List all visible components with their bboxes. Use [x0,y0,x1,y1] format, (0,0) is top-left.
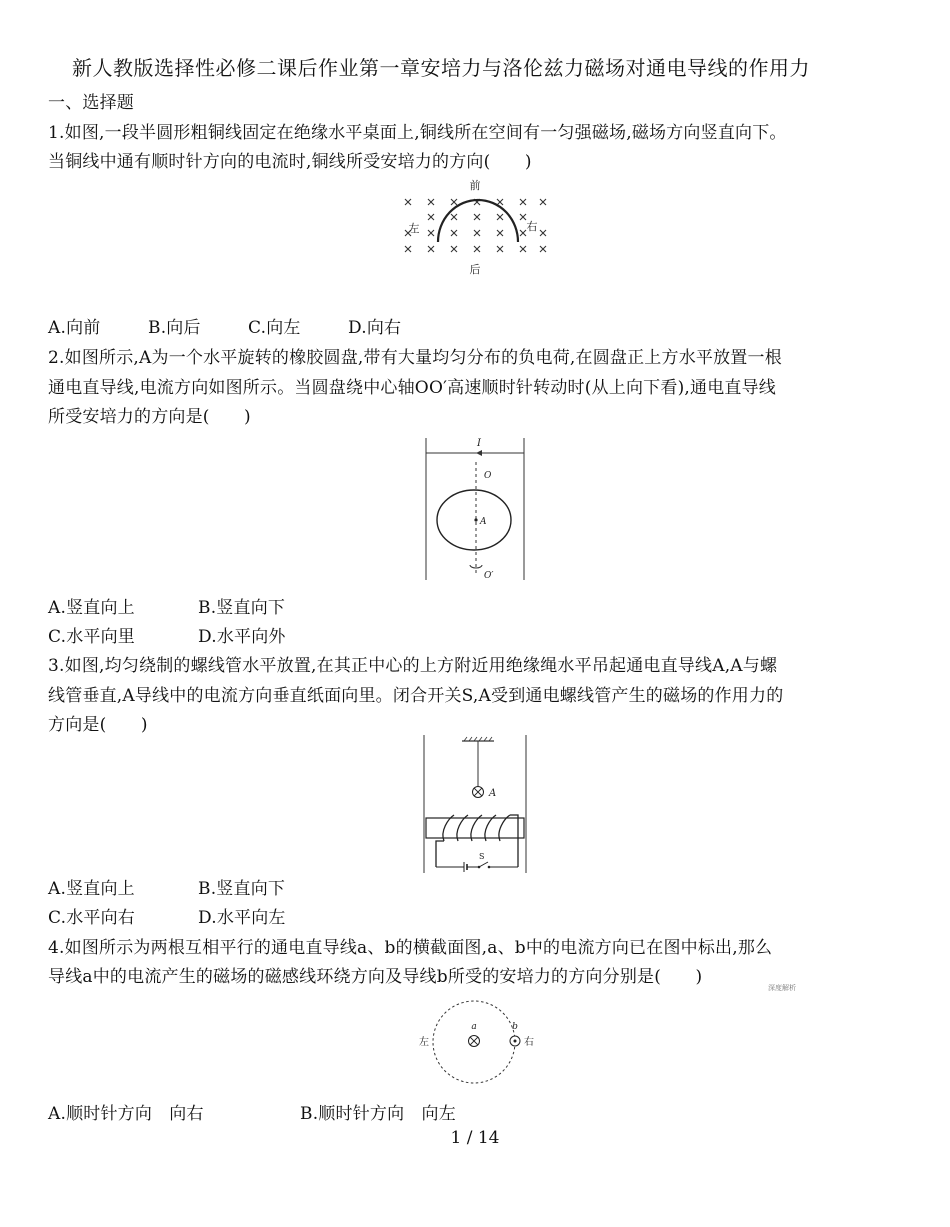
question-4-stem-line-2: 导线a中的电流产生的磁场的磁感线环绕方向及导线b所受的安培力的方向分别是( ) [48,967,703,987]
question-2-options-row-2 [48,622,286,647]
question-1-stem-line-1: 1.如图,一段半圆形粗铜线固定在绝缘水平桌面上,铜线所在空间有一匀强磁场,磁场方向竖直向下。 [48,123,787,143]
question-3-options-row-2 [48,903,286,928]
current-arrow-icon [476,450,482,456]
question-2-options-row-1 [48,593,285,618]
rubber-disk [437,490,511,550]
question-3-stem-line-1: 3.如图,均匀绕制的螺线管水平放置,在其正中心的上方附近用绝缘绳水平吊起通电直导线A,A与螺 [48,656,778,676]
q4-option-a[interactable]: A.顺时针方向 向右 [48,1104,204,1124]
question-2-figure [424,436,526,582]
question-3-figure [422,735,528,875]
page-title: 新人教版选择性必修二课后作业第一章安培力与洛伦兹力磁场对通电导线的作用力 [72,56,810,80]
question-3-stem-line-3: 方向是( ) [48,715,148,735]
q1-option-c[interactable]: C.向左 [248,318,301,338]
q2-option-c[interactable]: C.水平向里 [48,627,136,647]
q3-option-d[interactable]: D.水平向左 [198,908,286,928]
page-number: 1 / 14 [450,1128,500,1148]
switch-label-s: S [479,852,485,861]
question-1-figure [400,176,550,276]
semicircle-copper-wire [438,200,518,242]
axis-label-o: O [484,471,492,481]
solenoid-core [426,818,524,838]
disk-label-a: A [480,517,487,527]
watermark-note: 深度解析 [768,984,796,992]
question-2-stem-line-2: 通电直导线,电流方向如图所示。当圆盘绕中心轴OO′高速顺时针转动时(从上向下看),通电直导线 [48,378,777,398]
question-2-stem-line-3: 所受安培力的方向是( ) [48,407,251,427]
section-heading: 一、选择题 [48,93,134,113]
disk-center-dot [474,518,477,521]
question-1-stem-line-2: 当铜线中通有顺时针方向的电流时,铜线所受安培力的方向( ) [48,152,532,172]
q3-option-c[interactable]: C.水平向右 [48,908,136,928]
magnetic-field-crosses [405,199,546,252]
label-right: 右 [524,1037,534,1048]
q1-option-b[interactable]: B.向后 [148,318,201,338]
wire-label-a: a [471,1022,477,1032]
question-3-stem-line-2: 线管垂直,A导线中的电流方向垂直纸面向里。闭合开关S,A受到通电螺线管产生的磁场的作用力的 [48,686,784,706]
q2-option-b[interactable]: B.竖直向下 [198,598,286,618]
q2-option-a[interactable]: A.竖直向上 [48,598,135,618]
question-4-stem-line-1: 4.如图所示为两根互相平行的通电直导线a、b的横截面图,a、b中的电流方向已在图中标出,那么 [48,938,773,958]
solenoid-coils [436,815,518,867]
question-4-figure [408,996,542,1088]
q1-option-a[interactable]: A.向前 [48,318,101,338]
label-left: 左 [408,222,420,235]
axis-label-o-prime: O′ [484,571,494,581]
q4-option-b[interactable]: B.顺时针方向 向左 [300,1104,456,1124]
current-label: I [477,438,481,449]
label-front: 前 [469,179,481,192]
wire-label-a: A [489,788,497,799]
q1-option-d[interactable]: D.向右 [348,318,402,338]
question-3-options-row-1 [48,874,285,899]
question-4-options [48,1099,456,1124]
label-right: 右 [526,220,538,233]
q3-option-a[interactable]: A.竖直向上 [48,879,135,899]
switch-s [479,862,488,867]
label-left: 左 [419,1037,429,1048]
question-2-stem-line-1: 2.如图所示,A为一个水平旋转的橡胶圆盘,带有大量均匀分布的负电荷,在圆盘正上方水平放置一根 [48,348,782,368]
q3-option-b[interactable]: B.竖直向下 [198,879,286,899]
wire-label-b: b [512,1022,518,1032]
label-back: 后 [469,263,481,276]
question-1-options [48,313,401,338]
q2-option-d[interactable]: D.水平向外 [198,627,286,647]
